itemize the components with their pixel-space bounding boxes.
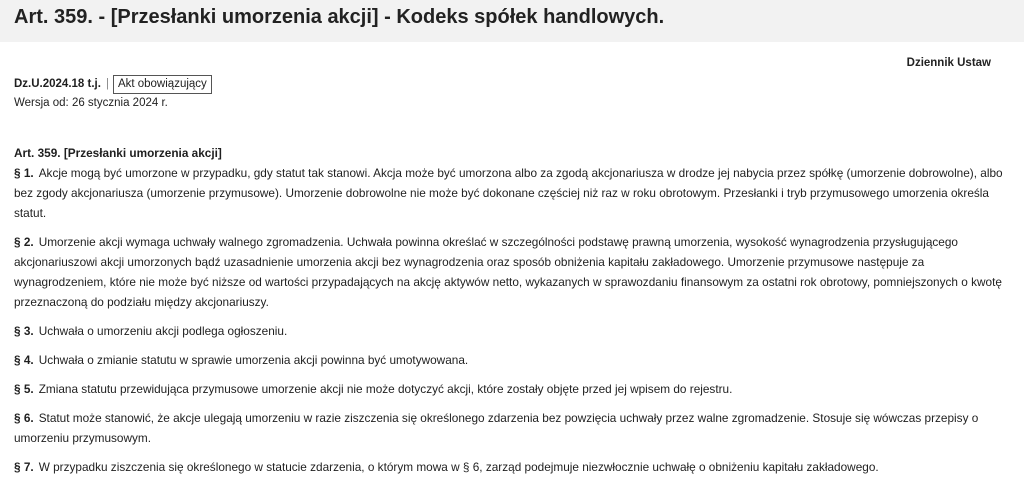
paragraph-number: § 6. bbox=[14, 411, 34, 425]
paragraph bbox=[14, 457, 1014, 477]
paragraph-number: § 1. bbox=[14, 166, 34, 180]
paragraph bbox=[14, 350, 1014, 370]
paragraph-number: § 2. bbox=[14, 235, 34, 249]
paragraph bbox=[14, 379, 1014, 399]
paragraph-text: Uchwała o zmianie statutu w sprawie umorzenia akcji powinna być umotywowana. bbox=[38, 353, 469, 367]
paragraph-text: W przypadku ziszczenia się określonego w statucie zdarzenia, o którym mowa w § 6, zarząd podejmuje niezwłocznie uchwałę o obniżeniu kapitału zakładowego. bbox=[38, 460, 879, 474]
paragraph bbox=[14, 163, 1014, 223]
article-heading: Art. 359. [Przesłanki umorzenia akcji] bbox=[14, 146, 222, 160]
paragraph-text: Umorzenie akcji wymaga uchwały walnego zgromadzenia. Uchwała powinna określać w szczególności podstawę prawną umorzenia, wysokość wynagrodzenia przysługującego akcjonariuszowi akcji umorzonych bądź uzasadnienie umorzenia akcji bez wynagrodzenia oraz sposób obniżenia kapitału zakładowego. Umorzenie przymusowe następuje za wynagrodzeniem, które nie może być niższe od wartości przypadających na akcję aktywów netto, wykazanych w sprawozdaniu finansowym za ostatni rok obrotowy, pomniejszonych o kwotę przeznaczoną do podziału między akcjonariuszy. bbox=[14, 235, 1002, 309]
article-content bbox=[14, 143, 1014, 486]
publisher-label: Dziennik Ustaw bbox=[906, 57, 991, 69]
version-date: Wersja od: 26 stycznia 2024 r. bbox=[14, 97, 168, 109]
paragraph-number: § 7. bbox=[14, 460, 34, 474]
page-title: Art. 359. - [Przesłanki umorzenia akcji] - Kodeks spółek handlowych. bbox=[14, 6, 665, 28]
paragraph-number: § 4. bbox=[14, 353, 34, 367]
paragraph-text: Uchwała o umorzeniu akcji podlega ogłoszeniu. bbox=[38, 324, 288, 338]
title-bar bbox=[0, 0, 1024, 42]
paragraph-text: Zmiana statutu przewidująca przymusowe umorzenie akcji nie może dotyczyć akcji, które zostały objęte przed jej wpisem do rejestru. bbox=[38, 382, 733, 396]
paragraph bbox=[14, 321, 1014, 341]
meta-separator: | bbox=[105, 78, 109, 90]
document-meta bbox=[14, 74, 212, 94]
status-badge: Akt obowiązujący bbox=[113, 75, 212, 94]
paragraph-number: § 3. bbox=[14, 324, 34, 338]
paragraph bbox=[14, 232, 1014, 312]
paragraph-number: § 5. bbox=[14, 382, 34, 396]
paragraph bbox=[14, 408, 1014, 448]
paragraph-text: Akcje mogą być umorzone w przypadku, gdy statut tak stanowi. Akcja może być umorzona albo za zgodą akcjonariusza w drodze jej nabycia przez spółkę (umorzenie dobrowolne), albo bez zgody akcjonariusza (umorzenie przymusowe). Umorzenie dobrowolne nie może być dokonane częściej niż raz w roku obrotowym. Przesłanki i tryb przymusowego umorzenia określa statut. bbox=[14, 166, 1003, 220]
journal-reference-link[interactable]: Dz.U.2024.18 t.j. bbox=[14, 78, 101, 90]
paragraph-text: Statut może stanowić, że akcje ulegają umorzeniu w razie ziszczenia się określonego zdarzenia bez powzięcia uchwały przez walne zgromadzenie. Stosuje się wówczas przepisy o umorzeniu przymusowym. bbox=[14, 411, 979, 445]
